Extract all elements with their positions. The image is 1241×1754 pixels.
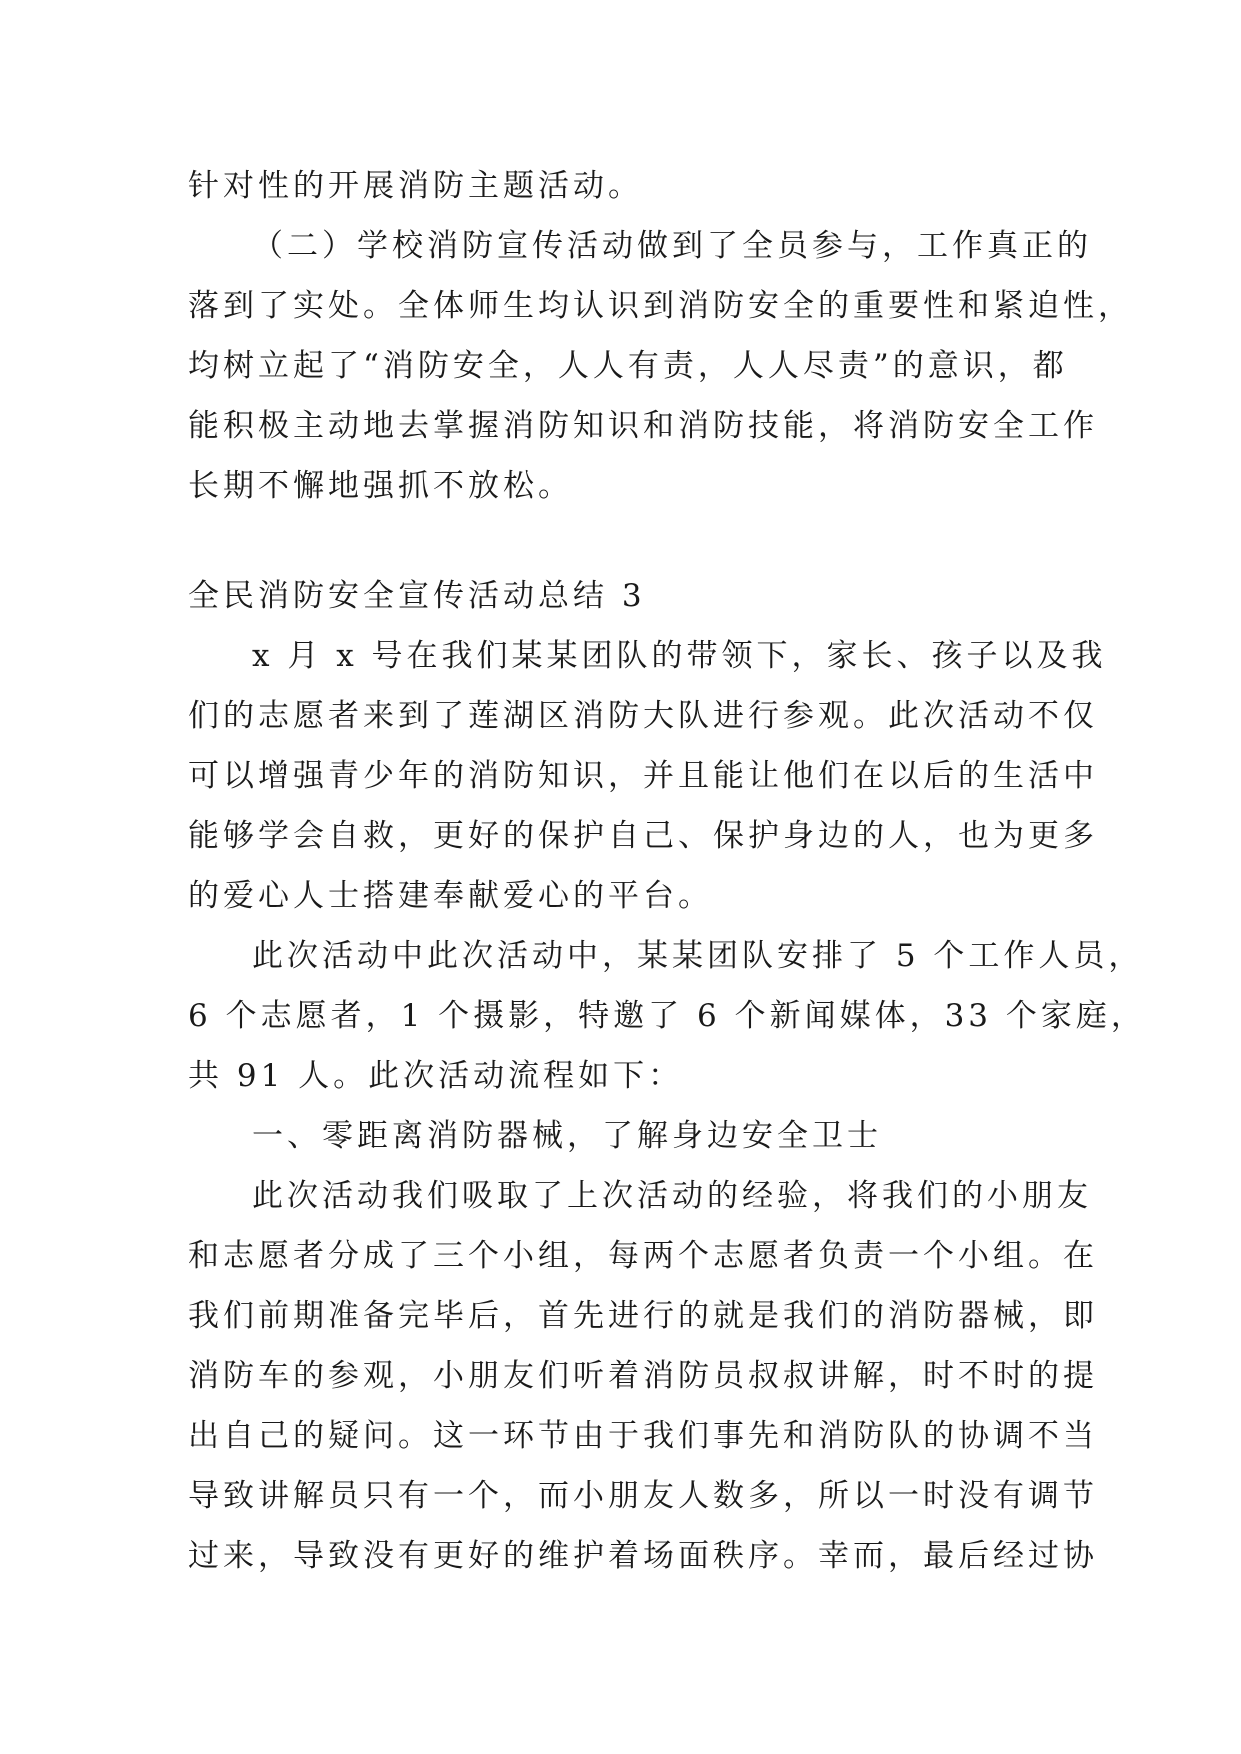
text-line: 的爱心人士搭建奉献爱心的平台。	[188, 878, 713, 914]
text-line: 落到了实处。全体师生均认识到消防安全的重要性和紧迫性，	[188, 288, 1133, 324]
text-line: 消防车的参观，小朋友们听着消防员叔叔讲解，时不时的提	[188, 1358, 1098, 1394]
text-line: 可以增强青少年的消防知识，并且能让他们在以后的生活中	[188, 758, 1098, 794]
text-line: 6 个志愿者，1 个摄影，特邀了 6 个新闻媒体，33 个家庭，	[188, 998, 1146, 1034]
text-line: 出自己的疑问。这一环节由于我们事先和消防队的协调不当	[188, 1418, 1098, 1454]
text-line: 共 91 人。此次活动流程如下：	[188, 1058, 684, 1094]
text-line: 均树立起了“消防安全，人人有责，人人尽责”的意识，都	[188, 348, 1068, 384]
text-line: （二）学校消防宣传活动做到了全员参与，工作真正的	[252, 228, 1092, 264]
text-line: 针对性的开展消防主题活动。	[188, 168, 643, 204]
section-heading: 全民消防安全宣传活动总结 3	[188, 578, 646, 614]
text-line: 能够学会自救，更好的保护自己、保护身边的人，也为更多	[188, 818, 1098, 854]
text-line: 长期不懈地强抓不放松。	[188, 468, 573, 504]
text-line: 此次活动我们吸取了上次活动的经验，将我们的小朋友	[252, 1178, 1092, 1214]
text-line: 此次活动中此次活动中，某某团队安排了 5 个工作人员，	[252, 938, 1144, 974]
text-line: 们的志愿者来到了莲湖区消防大队进行参观。此次活动不仅	[188, 698, 1098, 734]
text-line: 和志愿者分成了三个小组，每两个志愿者负责一个小组。在	[188, 1238, 1098, 1274]
text-line: 过来，导致没有更好的维护着场面秩序。幸而，最后经过协	[188, 1538, 1098, 1574]
text-line: x 月 x 号在我们某某团队的带领下，家长、孩子以及我	[252, 638, 1107, 674]
text-line: 能积极主动地去掌握消防知识和消防技能，将消防安全工作	[188, 408, 1098, 444]
text-line: 导致讲解员只有一个，而小朋友人数多，所以一时没有调节	[188, 1478, 1098, 1514]
text-line: 我们前期准备完毕后，首先进行的就是我们的消防器械，即	[188, 1298, 1098, 1334]
subsection-heading: 一、零距离消防器械，了解身边安全卫士	[252, 1118, 882, 1154]
